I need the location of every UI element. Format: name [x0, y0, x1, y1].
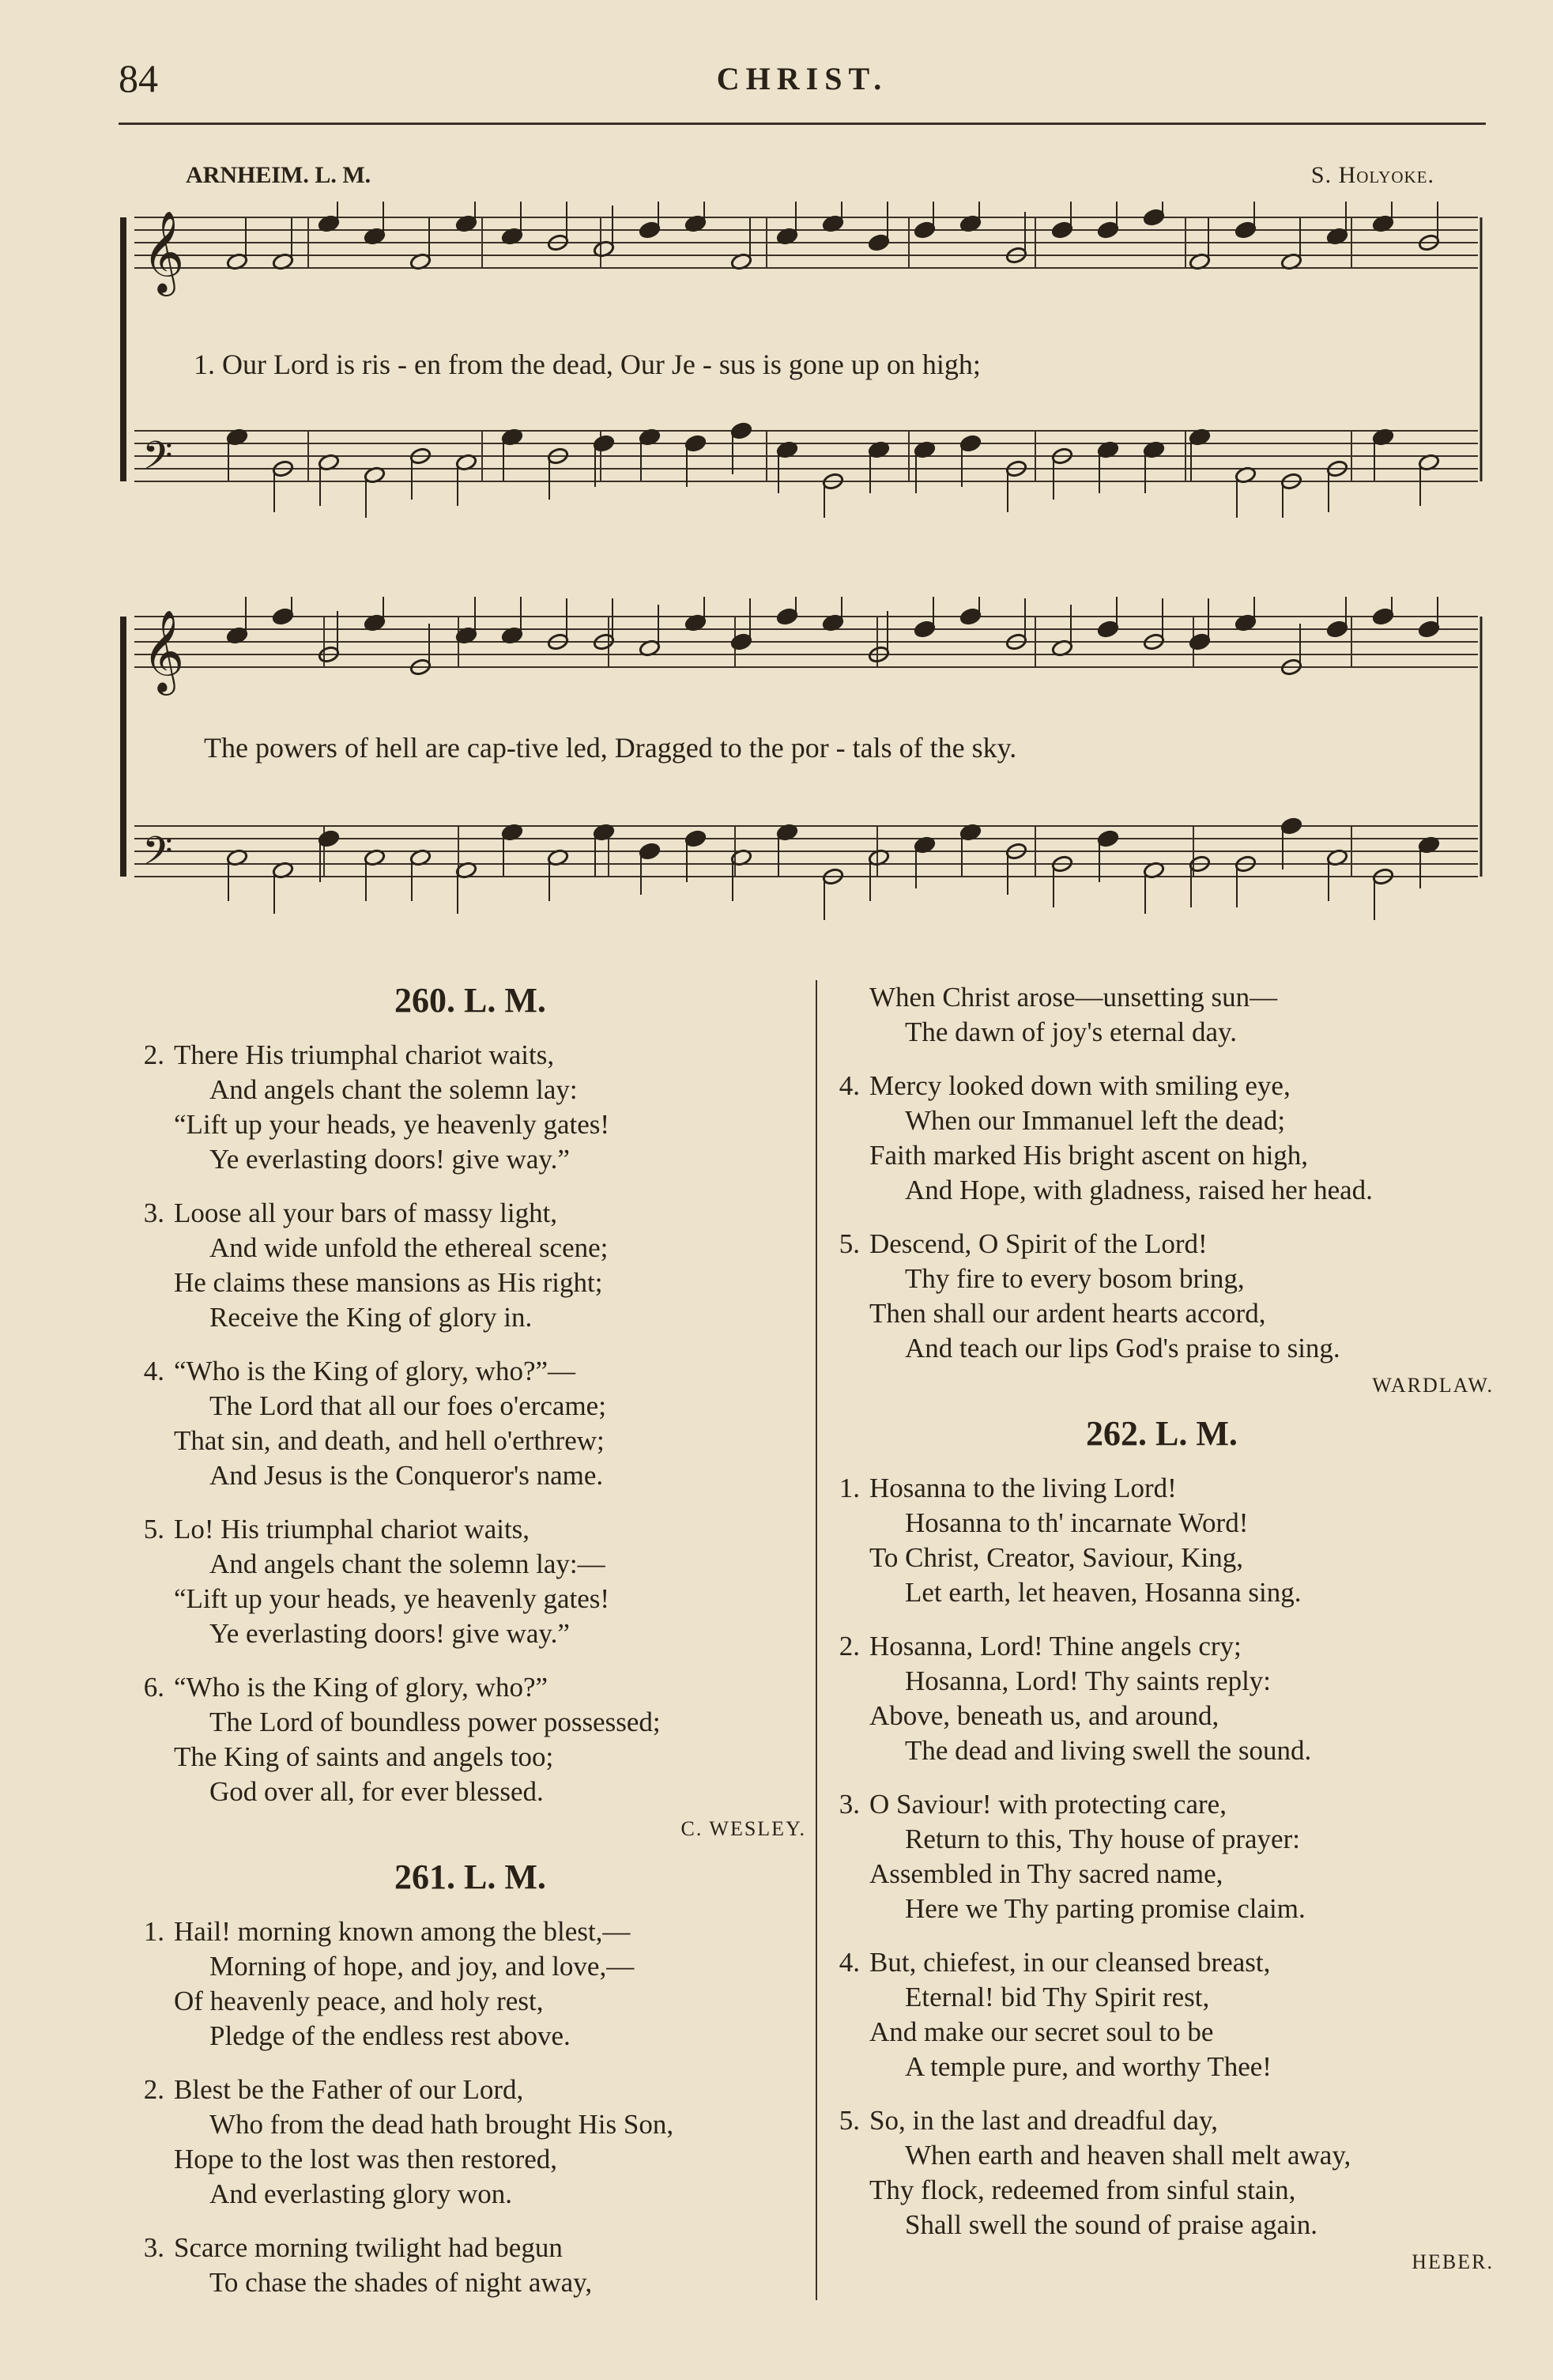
verse-line — [126, 1949, 814, 1984]
hymn-author: HEBER. — [1412, 2250, 1494, 2273]
verse-line: When Christ arose—unsetting sun— — [869, 982, 1278, 1013]
verse-number: 2. — [143, 2074, 164, 2105]
verse-number: 1. — [839, 1473, 860, 1503]
verse-text: The Lord of boundless power possessed; — [209, 1707, 661, 1737]
verse-text: Let earth, let heaven, Hosanna sing. — [905, 1577, 1302, 1608]
verse-text: Above, beneath us, and around, — [869, 1700, 1219, 1731]
verse-line — [822, 1733, 1502, 1768]
verse-line — [822, 1331, 1502, 1366]
hymn-author: WARDLAW. — [1372, 1374, 1494, 1397]
verse — [126, 1670, 814, 1809]
verse-line — [822, 2173, 1502, 2208]
verse-number: 6. — [143, 1672, 164, 1703]
verse-text: Lo! His triumphal chariot waits, — [174, 1514, 530, 1545]
verse-text: That sin, and death, and hell o'erthrew; — [174, 1425, 605, 1456]
verse-line — [126, 1705, 814, 1740]
verse-text: Receive the King of glory in. — [209, 1302, 533, 1333]
note-head — [1097, 829, 1119, 847]
verse-text: When our Immanuel left the dead; — [905, 1105, 1286, 1136]
verse-number: 1. — [143, 1916, 164, 1947]
verse-line — [126, 2107, 814, 2142]
verse-line — [126, 1775, 814, 1809]
note-head — [959, 434, 982, 452]
running-title: CHRIST. — [716, 61, 888, 96]
verse-line — [822, 1227, 1502, 1262]
verse-number: 2. — [839, 1631, 860, 1661]
verse-text: And Hope, with gladness, raised her head. — [905, 1175, 1373, 1205]
hymn-262-verses — [822, 1471, 1502, 2242]
verse-line — [822, 1262, 1502, 1296]
verse-line — [126, 1265, 814, 1300]
verse-line — [126, 1107, 814, 1142]
hymn-title: 261. L. M. — [394, 1858, 546, 1896]
verse-line — [822, 1541, 1502, 1575]
verse-line — [822, 1822, 1502, 1857]
verse-text: Ye everlasting doors! give way.” — [209, 1618, 570, 1649]
hymn-author: C. WESLEY. — [680, 1817, 806, 1840]
verse-text: And angels chant the solemn lay: — [209, 1074, 578, 1105]
bass-clef-icon: 𝄢 — [142, 435, 173, 487]
verse-text: Assembled in Thy sacred name, — [869, 1858, 1223, 1889]
verse-line — [126, 1354, 814, 1389]
verse-text: Here we Thy parting promise claim. — [905, 1893, 1306, 1924]
verse-text: Hosanna to the living Lord! — [869, 1473, 1177, 1503]
verse — [126, 1196, 814, 1335]
hymn-260-verses — [126, 1038, 814, 1809]
hymn-title: 262. L. M. — [1086, 1414, 1238, 1453]
verse-text: To chase the shades of night away, — [209, 2267, 593, 2298]
verse — [126, 2073, 814, 2212]
note-head — [1280, 817, 1302, 835]
verse-text: O Saviour! with protecting care, — [869, 1789, 1227, 1820]
verse-text: Of heavenly peace, and holy rest, — [174, 1986, 544, 2016]
note-head — [730, 632, 752, 651]
verse-text: Thy fire to every bosom bring, — [905, 1263, 1245, 1294]
note-head — [1418, 620, 1440, 638]
verse-text: Scarce morning twilight had begun — [174, 2232, 563, 2263]
verse-line — [822, 1980, 1502, 2015]
bass-clef-icon: 𝄢 — [142, 830, 173, 882]
page-number: 84 — [119, 56, 158, 100]
verse-number: 3. — [143, 1198, 164, 1228]
verse-text: Hosanna, Lord! Thine angels cry; — [869, 1631, 1242, 1661]
verse-text: The dead and living swell the sound. — [905, 1735, 1312, 1766]
verse-line — [822, 1069, 1502, 1103]
verse-line — [822, 2138, 1502, 2173]
verse-line — [126, 1984, 814, 2019]
verse-line — [822, 1629, 1502, 1664]
verse-line — [822, 1945, 1502, 1980]
verse-line — [822, 2208, 1502, 2242]
verse — [822, 1787, 1502, 1926]
note-head — [639, 842, 661, 860]
note-head — [639, 221, 661, 239]
verse-line — [126, 2073, 814, 2107]
verse-line — [126, 1512, 814, 1547]
verse-number: 4. — [839, 1070, 860, 1101]
hymn-title: 260. L. M. — [394, 981, 546, 1020]
verse-line — [126, 1914, 814, 1949]
verse-line — [822, 1575, 1502, 1610]
verse-text: There His triumphal chariot waits, — [174, 1039, 555, 1070]
left-column — [126, 972, 814, 2319]
note-head — [684, 434, 707, 452]
verse-line — [126, 2142, 814, 2177]
note-head — [1234, 221, 1257, 239]
note-head — [593, 434, 615, 452]
note-head — [272, 607, 294, 625]
verse-text: Thy flock, redeemed from sinful stain, — [869, 2174, 1296, 2205]
verse — [126, 1354, 814, 1493]
verse-text: Shall swell the sound of praise again. — [905, 2209, 1317, 2240]
verse-text: And angels chant the solemn lay:— — [209, 1548, 605, 1579]
verse-text: The King of saints and angels too; — [174, 1741, 554, 1772]
verse-line — [126, 1547, 814, 1582]
header-rule — [119, 123, 1486, 125]
note-head — [318, 829, 340, 847]
verse-line — [126, 1142, 814, 1177]
verse-text: He claims these mansions as His right; — [174, 1267, 603, 1298]
verse-text: Descend, O Spirit of the Lord! — [869, 1228, 1208, 1259]
verse — [822, 1945, 1502, 2084]
verse-line — [822, 1506, 1502, 1541]
verse-number: 2. — [143, 1039, 164, 1070]
verse-line — [126, 1670, 814, 1705]
verse-text: Hail! morning known among the blest,— — [174, 1916, 631, 1947]
verse-line — [126, 1073, 814, 1107]
verse-text: Mercy looked down with smiling eye, — [869, 1070, 1291, 1101]
verse-line — [822, 2103, 1502, 2138]
verse-line — [822, 1103, 1502, 1138]
verse-line — [126, 2265, 814, 2300]
verse — [822, 1227, 1502, 1366]
verse-line — [126, 2231, 814, 2265]
verse-line — [126, 1424, 814, 1458]
lyrics-line-2: The powers of hell are cap-tive led, Dragged to the por - tals of the sky. — [204, 732, 1017, 764]
verse-text: Blest be the Father of our Lord, — [174, 2074, 524, 2105]
verse-text: Morning of hope, and joy, and love,— — [209, 1951, 635, 1982]
verse-text: When earth and heaven shall melt away, — [905, 2140, 1351, 2171]
lyrics-line-1: 1. Our Lord is ris - en from the dead, Our Je - sus is gone up on high; — [194, 349, 981, 380]
verse — [822, 1629, 1502, 1768]
verse-line — [126, 1582, 814, 1616]
note-head — [868, 233, 890, 251]
verse-number: 4. — [143, 1356, 164, 1386]
treble-clef-icon: 𝄞 — [142, 213, 185, 292]
note-head — [684, 829, 707, 847]
verse-line — [822, 1892, 1502, 1926]
verse-number: 5. — [839, 2105, 860, 2136]
note-head — [1326, 620, 1348, 638]
verse-text: “Lift up your heads, ye heavenly gates! — [174, 1109, 610, 1140]
note-head — [1372, 607, 1394, 625]
verse-text: “Who is the King of glory, who?”— — [174, 1356, 576, 1386]
note-head — [1143, 208, 1165, 226]
verse-line — [822, 1857, 1502, 1892]
verse-text: Loose all your bars of massy light, — [174, 1198, 558, 1228]
note-head — [914, 620, 936, 638]
verse-number: 3. — [143, 2232, 164, 2263]
verse-text: Then shall our ardent hearts accord, — [869, 1298, 1266, 1329]
note-head — [1189, 632, 1211, 651]
tune-name: ARNHEIM. L. M. — [186, 162, 371, 188]
verse-line — [126, 1300, 814, 1335]
verse-text: And teach our lips God's praise to sing. — [905, 1333, 1340, 1364]
verse-line — [126, 1196, 814, 1231]
verse-line — [822, 2050, 1502, 2084]
verse-text: But, chiefest, in our cleansed breast, — [869, 1947, 1271, 1978]
note-head — [959, 607, 982, 625]
verse-line — [126, 1038, 814, 1073]
verse-text: Eternal! bid Thy Spirit rest, — [905, 1982, 1210, 2012]
verse-number: 5. — [839, 1228, 860, 1259]
verse-text: Hosanna, Lord! Thy saints reply: — [905, 1665, 1272, 1696]
verse-text: To Christ, Creator, Saviour, King, — [869, 1542, 1244, 1573]
verse — [822, 2103, 1502, 2242]
verse — [126, 1038, 814, 1177]
verse-number: 5. — [143, 1514, 164, 1545]
verse-text: Hosanna to th' incarnate Word! — [905, 1507, 1249, 1538]
verse-text: Ye everlasting doors! give way.” — [209, 1144, 570, 1175]
verse-line — [126, 1616, 814, 1651]
verse-text: “Lift up your heads, ye heavenly gates! — [174, 1583, 610, 1614]
note-head — [1051, 221, 1073, 239]
page-header — [119, 55, 1486, 111]
verse-text: And make our secret soul to be — [869, 2016, 1214, 2047]
verse-line — [126, 2019, 814, 2054]
verse-line — [126, 1389, 814, 1424]
tune-composer: S. Holyoke. — [1310, 162, 1434, 188]
verse-line — [126, 2177, 814, 2212]
verse-line — [822, 1699, 1502, 1733]
treble-clef-icon: 𝄞 — [142, 613, 185, 691]
note-head — [1097, 620, 1119, 638]
verse-text: And Jesus is the Conqueror's name. — [209, 1460, 604, 1491]
verse-line — [822, 1787, 1502, 1822]
verse-text: Hope to the lost was then restored, — [174, 2144, 558, 2174]
verse-line — [822, 2015, 1502, 2050]
verse-text: “Who is the King of glory, who?” — [174, 1672, 548, 1703]
verse-line — [126, 1458, 814, 1493]
verse-text: So, in the last and dreadful day, — [869, 2105, 1218, 2136]
tune-heading — [186, 162, 1434, 194]
verse-line — [822, 1471, 1502, 1506]
verse — [822, 1471, 1502, 1610]
hymn-261-verses-cont — [822, 1069, 1502, 1366]
verse-line — [126, 1740, 814, 1775]
note-head — [776, 607, 798, 625]
verse-line — [822, 1138, 1502, 1173]
verse-text: Pledge of the endless rest above. — [209, 2020, 571, 2051]
verse — [126, 1914, 814, 2054]
right-column — [822, 980, 1502, 2290]
note-head — [1097, 221, 1119, 239]
column-divider — [816, 980, 817, 2300]
verse-text: A temple pure, and worthy Thee! — [905, 2051, 1272, 2082]
verse-text: Faith marked His bright ascent on high, — [869, 1140, 1309, 1171]
verse — [126, 1512, 814, 1651]
verse — [126, 2231, 814, 2300]
verse-line — [822, 1173, 1502, 1208]
verse-text: Return to this, Thy house of prayer: — [905, 1824, 1300, 1854]
verse-number: 4. — [839, 1947, 860, 1978]
verse-continuation — [822, 980, 1502, 1050]
verse-line — [822, 1664, 1502, 1699]
verse-text: And wide unfold the ethereal scene; — [209, 1232, 609, 1263]
note-head — [730, 421, 752, 439]
verse-text: The Lord that all our foes o'ercame; — [209, 1390, 606, 1421]
verse — [822, 1069, 1502, 1208]
verse-text: God over all, for ever blessed. — [209, 1776, 544, 1807]
note-head — [914, 221, 936, 239]
verse-line — [822, 1296, 1502, 1331]
verse-text: Who from the dead hath brought His Son, — [209, 2109, 674, 2140]
verse-line: The dawn of joy's eternal day. — [905, 1016, 1237, 1047]
hymn-261-verses — [126, 1914, 814, 2300]
verse-number: 3. — [839, 1789, 860, 1820]
verse-text: And everlasting glory won. — [209, 2178, 512, 2209]
verse-line — [126, 1231, 814, 1265]
